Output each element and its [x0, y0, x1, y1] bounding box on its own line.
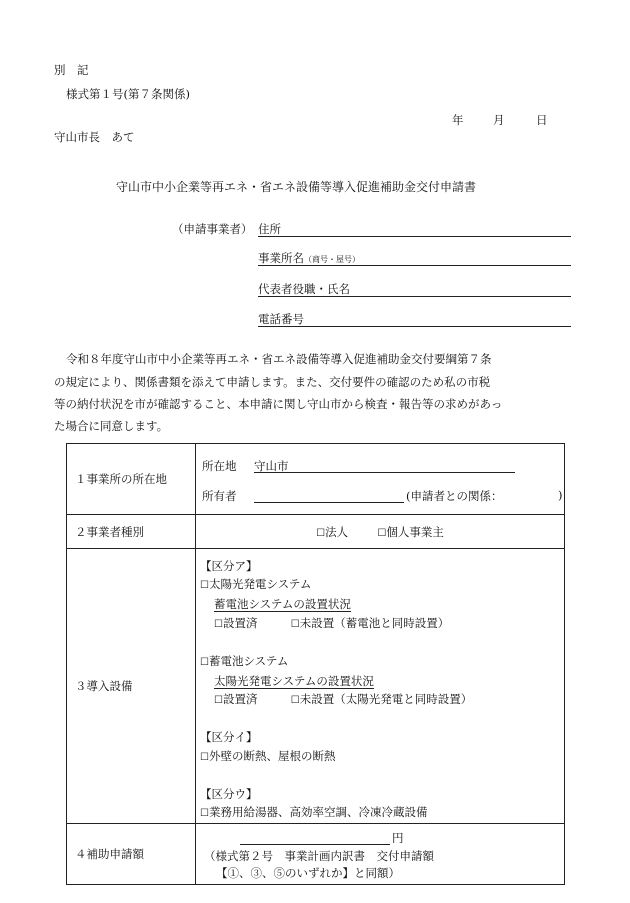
solar-option[interactable] — [200, 575, 564, 595]
checkbox-empty-icon[interactable]: ☐ — [290, 618, 300, 630]
insulation-label: 外壁の断熱、屋根の断熱 — [208, 748, 336, 763]
row-location — [67, 444, 565, 515]
sole-proprietor-option[interactable] — [377, 525, 443, 539]
amount-note-2: 【①、③、⑤のいずれか】と同額） — [216, 866, 400, 881]
row-location-cell — [196, 444, 565, 515]
battery-installed-label: 設置済 — [222, 615, 258, 630]
office-name-note: （商号・屋号） — [304, 255, 360, 264]
checkbox-empty-icon[interactable]: ☐ — [290, 695, 300, 707]
checkbox-empty-icon[interactable]: ☐ — [316, 527, 326, 539]
representative-label: 代表者役職・氏名 — [258, 282, 350, 296]
date-year: 年 — [452, 113, 464, 127]
checkbox-empty-icon[interactable]: ☐ — [214, 695, 223, 707]
battery-label: 蓄電池システム — [208, 653, 289, 668]
checkbox-empty-icon[interactable]: ☐ — [200, 580, 209, 592]
solar-installed-option[interactable] — [214, 692, 257, 706]
corporation-label: 法人 — [325, 524, 349, 539]
bekki-label: 別 記 — [54, 63, 89, 77]
battery-not-installed-label: 未設置（蓄電池と同時設置） — [299, 615, 450, 630]
checkbox-empty-icon[interactable]: ☐ — [200, 656, 209, 668]
row-subsidy-amount-cell — [196, 824, 565, 885]
body-line-2: の規定により、関係書類を添えて申請します。また、交付要件の確認のため私の市税 — [54, 375, 491, 389]
row-business-type — [67, 515, 565, 549]
amount-input[interactable] — [240, 830, 390, 845]
section-a-heading: 【区分ア】 — [200, 559, 258, 573]
relation-close: ) — [558, 488, 563, 502]
owner-input[interactable] — [254, 488, 404, 503]
document-title: 守山市中小企業等再エネ・省エネ設備等導入促進補助金交付申請書 — [116, 180, 477, 194]
section-u-heading: 【区分ウ】 — [200, 786, 258, 801]
location-label: 所在地 — [202, 459, 237, 473]
row-subsidy-amount — [67, 824, 565, 885]
row-subsidy-amount-label: ４補助申請額 — [67, 824, 196, 885]
relation-label: (申請者との関係： — [406, 489, 503, 503]
solar-not-installed-option[interactable] — [291, 692, 472, 706]
form-number: 様式第１号(第７条関係) — [66, 87, 190, 101]
addressee: 守山市長 あて — [54, 130, 135, 144]
checkbox-empty-icon[interactable]: ☐ — [200, 808, 209, 820]
row-equipment — [67, 549, 565, 824]
address-field[interactable] — [258, 221, 571, 237]
amount-note-1: （様式第２号 事業計画内訳書 交付申請額 — [204, 849, 434, 864]
sole-proprietor-label: 個人事業主 — [386, 524, 444, 539]
yen-label: 円 — [392, 831, 404, 846]
battery-installed-option[interactable] — [214, 616, 257, 630]
office-name-field[interactable] — [258, 250, 571, 266]
checkbox-empty-icon[interactable]: ☐ — [200, 751, 209, 763]
row-business-type-cell — [196, 515, 565, 549]
solar-not-installed-label: 未設置（太陽光発電と同時設置） — [299, 692, 473, 707]
body-line-4: た場合に同意します。 — [54, 419, 169, 433]
solar-installed-label: 設置済 — [222, 692, 258, 707]
battery-status-heading: 蓄電池システムの設置状況 — [214, 597, 351, 612]
address-label: 住所 — [258, 222, 281, 236]
solar-label: 太陽光発電システム — [208, 577, 312, 592]
solar-status-heading: 太陽光発電システムの設置状況 — [214, 674, 374, 689]
battery-not-installed-option[interactable] — [291, 616, 449, 630]
phone-field[interactable] — [258, 311, 571, 327]
body-line-1: 令和８年度守山市中小企業等再エネ・省エネ設備等導入促進補助金交付要綱第７条 — [66, 352, 492, 366]
phone-label: 電話番号 — [258, 312, 304, 326]
row-location-label: １事業所の所在地 — [67, 444, 196, 515]
office-name-label: 事業所名 — [258, 251, 304, 265]
applicant-label: （申請事業者） — [172, 222, 253, 236]
date-day: 日 — [536, 113, 548, 127]
row-business-type-label: ２事業者種別 — [67, 515, 196, 549]
application-table — [66, 443, 565, 885]
checkbox-empty-icon[interactable]: ☐ — [214, 618, 223, 630]
equipment-option[interactable] — [200, 803, 564, 823]
body-line-3: 等の納付状況を市が確認すること、本申請に関し守山市から検査・報告等の求めがあっ — [54, 397, 503, 411]
location-value: 守山市 — [254, 459, 289, 473]
insulation-option[interactable] — [200, 747, 564, 767]
section-i-heading: 【区分イ】 — [200, 730, 258, 745]
corporation-option[interactable] — [316, 525, 348, 539]
row-equipment-cell — [196, 549, 565, 824]
equipment-label: 業務用給湯器、高効率空調、冷凍冷蔵設備 — [208, 805, 428, 820]
owner-label: 所有者 — [202, 489, 237, 503]
location-input[interactable] — [254, 458, 515, 473]
checkbox-empty-icon[interactable]: ☐ — [377, 527, 387, 539]
battery-option[interactable] — [200, 652, 564, 672]
row-equipment-label: ３導入設備 — [67, 549, 196, 824]
representative-field[interactable] — [258, 281, 571, 297]
date-month: 月 — [493, 113, 505, 127]
